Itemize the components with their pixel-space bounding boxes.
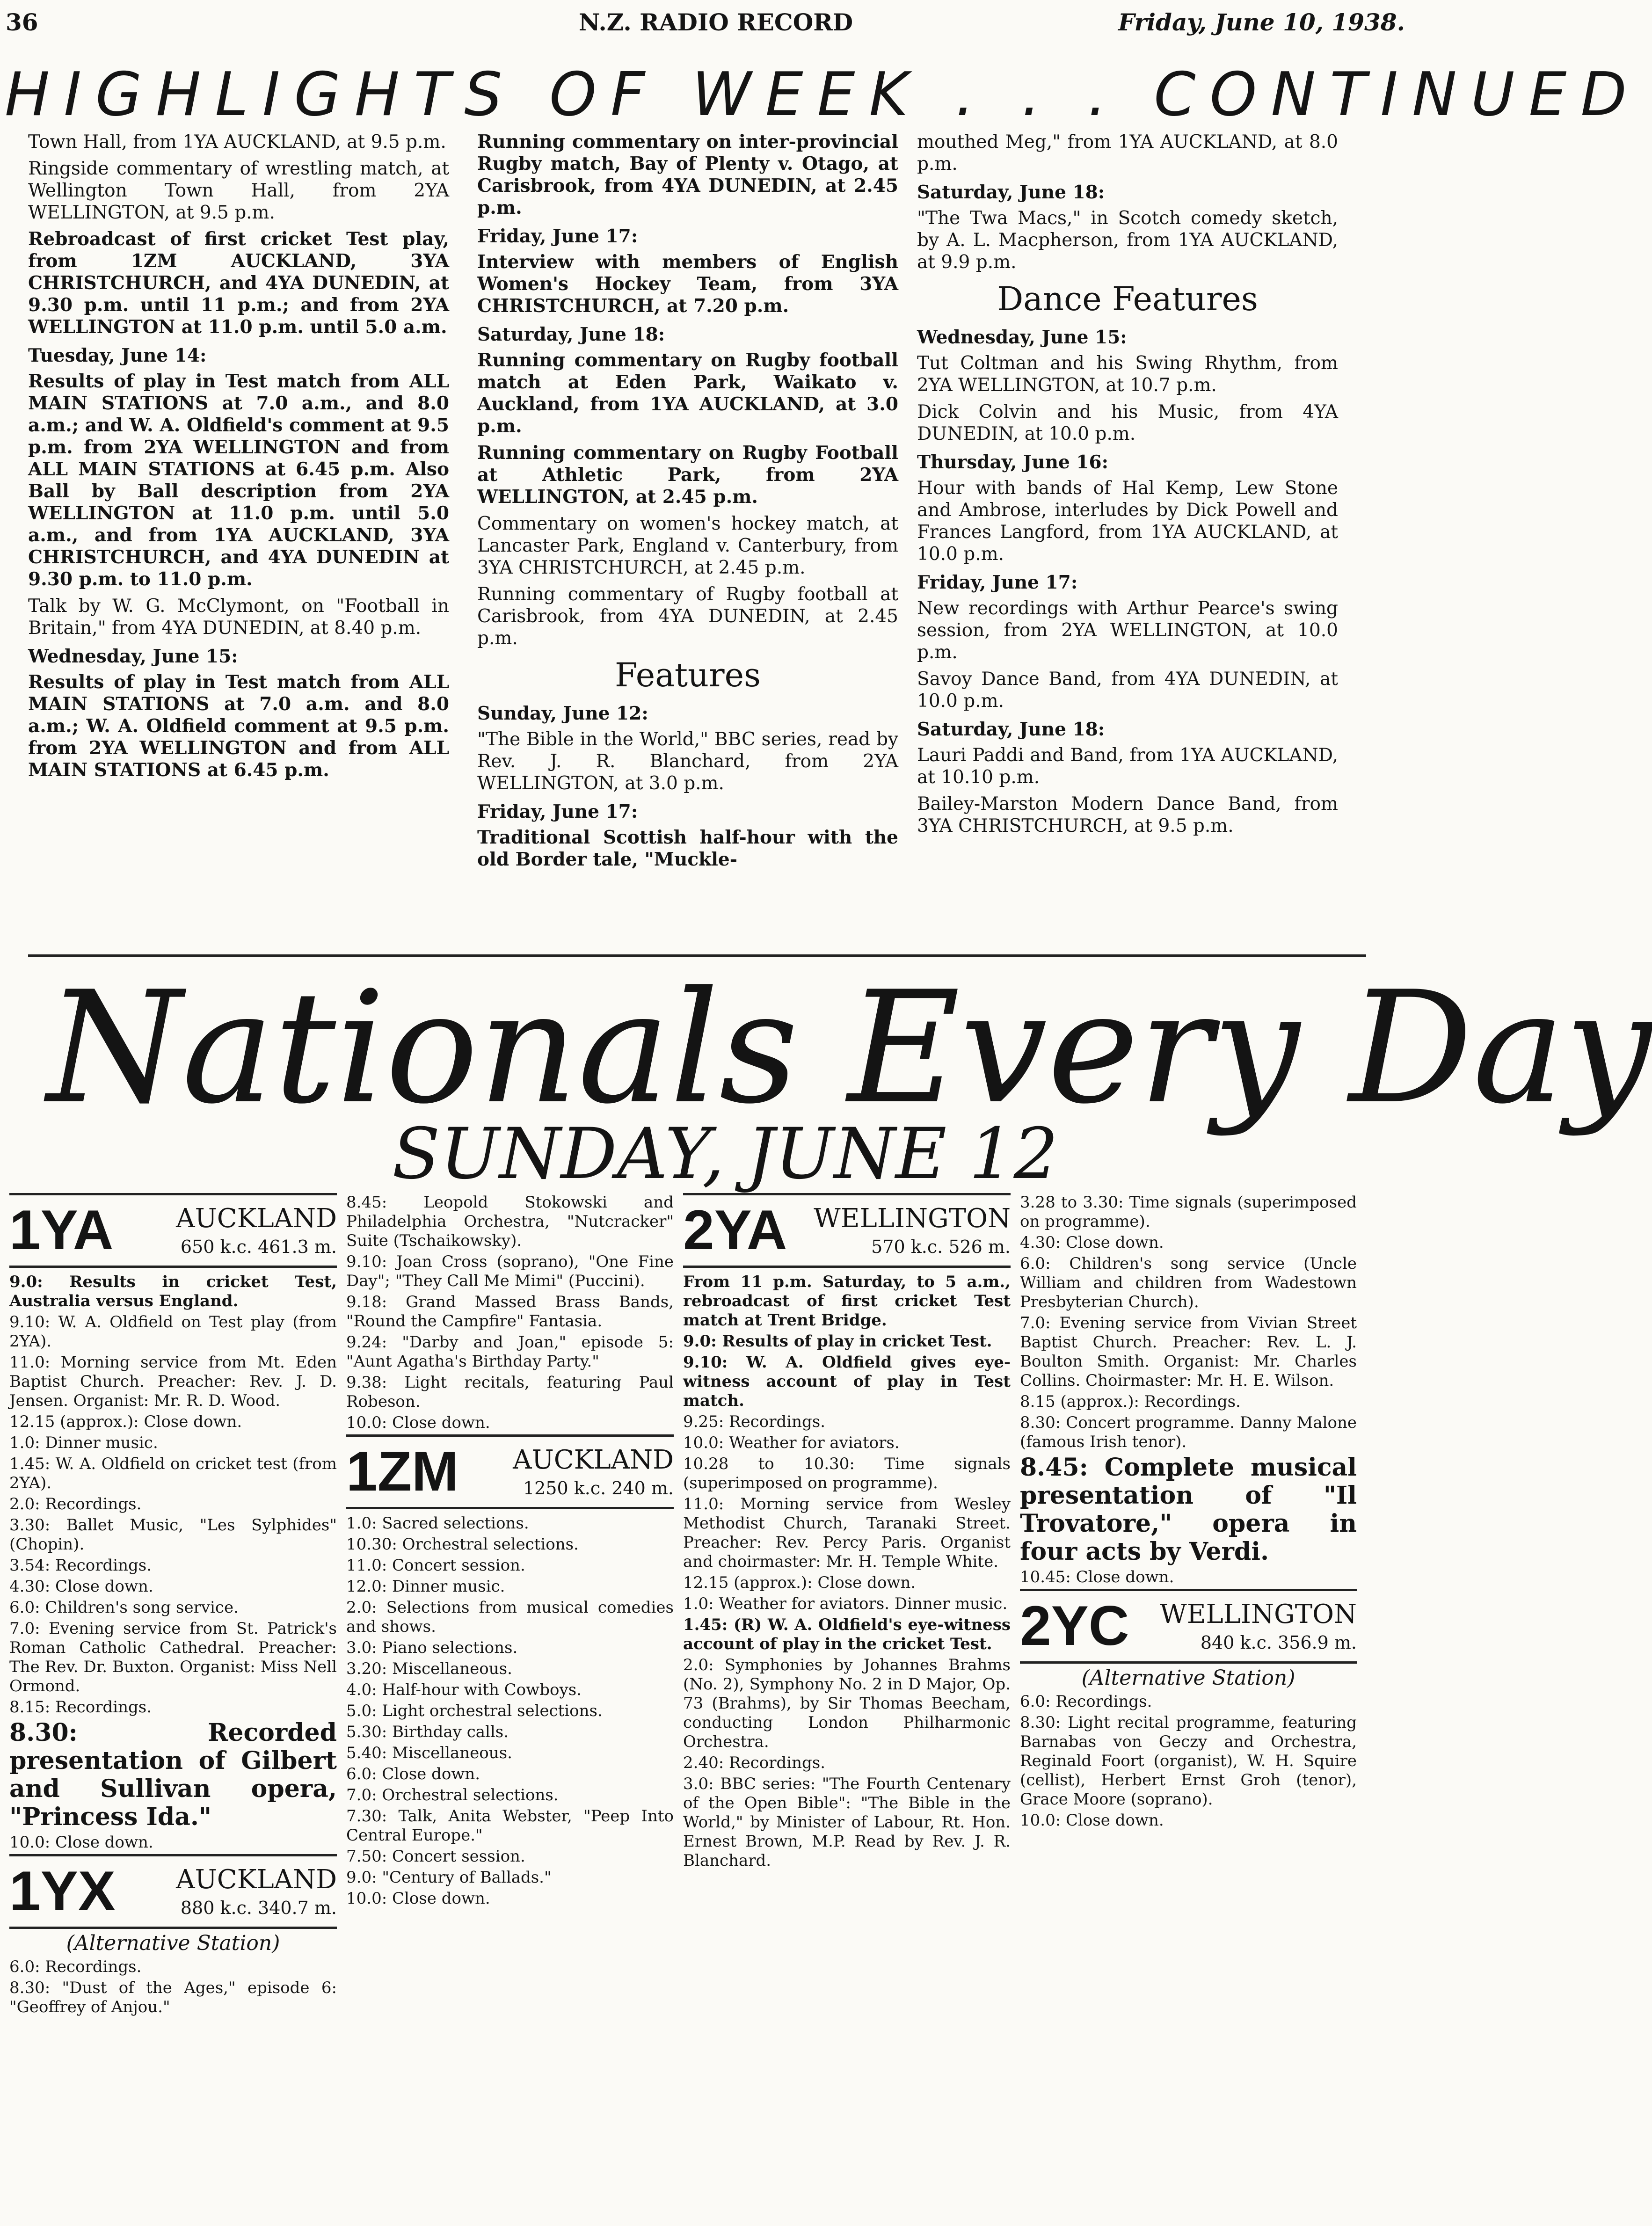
alternative-station-label: (Alternative Station) <box>66 1931 280 1955</box>
programme-item: 8.15 (approx.): Recordings. <box>1020 1392 1241 1411</box>
programme-item: 3.28 to 3.30: Time signals (superimposed on programme). <box>1020 1193 1357 1231</box>
highlights-column-3 <box>917 131 1338 842</box>
highlight-item: Running commentary on Rugby Football at Athletic Park, from 2YA WELLINGTON, at 2.45 p.m. <box>477 442 898 508</box>
programme-item: 6.0: Children's song service (Uncle William and children from Wadestown Presbyterian Church). <box>1020 1254 1357 1311</box>
programme-item: 5.0: Light orchestral selections. <box>346 1702 603 1720</box>
programme-item: 10.45: Close down. <box>1020 1568 1174 1586</box>
highlight-item: Rebroadcast of first cricket Test play, from 1ZM AUCKLAND, 3YA CHRISTCHURCH, and 4YA DUNEDIN, at 9.30 p.m. until 11 p.m.; and from 2YA WELLINGTON at 11.0 p.m. until 5.0 a.m. <box>28 228 449 338</box>
programme-item: 9.18: Grand Massed Brass Bands, "Round the Campfire" Fantasia. <box>346 1293 674 1331</box>
day-heading: Sunday, June 12: <box>477 703 648 724</box>
highlight-item: Savoy Dance Band, from 4YA DUNEDIN, at 10.0 p.m. <box>917 669 1338 712</box>
programme-item: 12.15 (approx.): Close down. <box>683 1573 916 1592</box>
programme-item: 7.30: Talk, Anita Webster, "Peep Into Central Europe." <box>346 1807 674 1845</box>
station-city: WELLINGTON <box>1160 1599 1357 1629</box>
day-heading: Wednesday, June 15: <box>28 646 238 667</box>
programme-item: 2.0: Recordings. <box>9 1495 142 1513</box>
programme-item: 4.0: Half-hour with Cowboys. <box>346 1680 582 1699</box>
issue-date: Friday, June 10, 1938. <box>1118 8 1405 36</box>
dance-features-subheading: Dance Features <box>997 280 1258 318</box>
programme-item: 3.54: Recordings. <box>9 1556 152 1575</box>
programme-item: 4.30: Close down. <box>1020 1233 1164 1252</box>
features-subheading: Features <box>615 656 761 694</box>
programme-item: 5.30: Birthday calls. <box>346 1723 509 1741</box>
highlight-item: "The Twa Macs," in Scotch comedy sketch, by A. L. Macpherson, from 1YA AUCKLAND, at 9.9 p.m. <box>917 208 1338 273</box>
programme-item: 9.25: Recordings. <box>683 1412 826 1431</box>
programme-item: 6.0: Children's song service. <box>9 1598 239 1617</box>
highlight-item: Running commentary on inter-provincial Rugby match, Bay of Plenty v. Otago, at Carisbrook, from 4YA DUNEDIN, at 2.45 p.m. <box>477 131 898 218</box>
programme-item: 2.40: Recordings. <box>683 1753 826 1772</box>
station-callsign: 1YA <box>9 1199 114 1261</box>
day-heading: Saturday, June 18: <box>477 324 665 345</box>
station-frequency: 1250 k.c. 240 m. <box>523 1478 674 1499</box>
programme-item: From 11 p.m. Saturday, to 5 a.m., rebroadcast of first cricket Test match at Trent Bridge. <box>683 1273 1011 1330</box>
programme-item: 1.0: Sacred selections. <box>346 1514 529 1533</box>
programme-item: 4.30: Close down. <box>9 1577 153 1596</box>
day-heading: Saturday, June 18: <box>917 182 1105 203</box>
programme-item: 9.10: W. A. Oldfield on Test play (from 2YA). <box>9 1313 337 1351</box>
publication-name: N.Z. RADIO RECORD <box>578 8 853 36</box>
highlight-item: "The Bible in the World," BBC series, read by Rev. J. R. Blanchard, from 2YA WELLINGTON, at 3.0 p.m. <box>477 729 898 794</box>
programme-item: 12.15 (approx.): Close down. <box>9 1412 242 1431</box>
programme-item: 1.45: (R) W. A. Oldfield's eye-witness account of play in the cricket Test. <box>683 1615 1011 1653</box>
programme-item: 9.24: "Darby and Joan," episode 5: "Aunt Agatha's Birthday Party." <box>346 1333 674 1371</box>
highlights-column-2 <box>477 131 898 875</box>
station-frequency: 570 k.c. 526 m. <box>871 1237 1011 1257</box>
programme-item: 5.40: Miscellaneous. <box>346 1744 512 1762</box>
programme-item: 2.0: Selections from musical comedies and shows. <box>346 1598 674 1636</box>
page-number: 36 <box>6 8 38 36</box>
programme-item: 2.0: Symphonies by Johannes Brahms (No. 2), Symphony No. 2 in D Major, Op. 73 (Brahms), by Sir Thomas Beecham, conducting London Philharmonic Orchestra. <box>683 1656 1011 1751</box>
programme-item: 9.10: Joan Cross (soprano), "One Fine Day"; "They Call Me Mimi" (Puccini). <box>346 1252 674 1290</box>
alternative-station-label: (Alternative Station) <box>1081 1666 1295 1690</box>
highlight-item: Commentary on women's hockey match, at Lancaster Park, England v. Canterbury, from 3YA CHRISTCHURCH, at 2.45 p.m. <box>477 513 898 578</box>
day-heading: Friday, June 17: <box>917 572 1078 593</box>
highlight-item: Town Hall, from 1YA AUCKLAND, at 9.5 p.m. <box>28 131 446 153</box>
nationals-date-heading: SUNDAY, JUNE 12 <box>392 1113 1058 1195</box>
programme-column-3 <box>683 1193 1011 1872</box>
station-header-2yc <box>1020 1589 1357 1664</box>
day-heading: Friday, June 17: <box>477 226 638 247</box>
programme-item: 3.20: Miscellaneous. <box>346 1659 512 1678</box>
day-heading: Thursday, June 16: <box>917 451 1109 473</box>
highlight-item: Dick Colvin and his Music, from 4YA DUNEDIN, at 10.0 p.m. <box>917 401 1338 444</box>
programme-item: 1.0: Weather for aviators. Dinner music. <box>683 1594 1008 1613</box>
highlight-item: New recordings with Arthur Pearce's swing session, from 2YA WELLINGTON, at 10.0 p.m. <box>917 598 1338 663</box>
programme-item: 9.0: "Century of Ballads." <box>346 1868 552 1887</box>
programme-item: 10.0: Weather for aviators. <box>683 1433 900 1452</box>
station-header-2ya <box>683 1193 1011 1268</box>
programme-item: 8.45: Complete musical presentation of "Il Trovatore," opera in four acts by Verdi. <box>1020 1453 1357 1566</box>
programme-item: 10.30: Orchestral selections. <box>346 1535 579 1554</box>
programme-item: 9.0: Results in cricket Test, Australia versus England. <box>9 1273 337 1310</box>
programme-item: 10.0: Close down. <box>346 1413 490 1432</box>
highlight-item: Hour with bands of Hal Kemp, Lew Stone and Ambrose, interludes by Dick Powell and Frances Langford, from 1YA AUCKLAND, at 10.0 p.m. <box>917 478 1338 565</box>
day-heading: Tuesday, June 14: <box>28 345 207 366</box>
programme-item: 8.15: Recordings. <box>9 1698 152 1717</box>
day-heading: Wednesday, June 15: <box>917 327 1127 348</box>
programme-item: 3.30: Ballet Music, "Les Sylphides" (Chopin). <box>9 1516 337 1554</box>
highlight-item: Traditional Scottish half-hour with the old Border tale, "Muckle- <box>477 827 898 870</box>
programme-item: 10.0: Close down. <box>9 1833 153 1852</box>
programme-item: 1.0: Dinner music. <box>9 1433 158 1452</box>
station-city: WELLINGTON <box>814 1203 1011 1234</box>
station-city: AUCKLAND <box>513 1445 674 1475</box>
day-heading: Friday, June 17: <box>477 801 638 822</box>
programme-column-4 <box>1020 1193 1357 1832</box>
programme-item: 7.0: Evening service from St. Patrick's Roman Catholic Cathedral. Preacher: The Rev. Dr. Buxton. Organist: Miss Nell Ormond. <box>9 1619 337 1695</box>
station-frequency: 880 k.c. 340.7 m. <box>180 1898 337 1918</box>
programme-item: 7.50: Concert session. <box>346 1847 525 1866</box>
section-divider <box>28 954 1366 957</box>
programme-item: 8.30: Recorded presentation of Gilbert and Sullivan opera, "Princess Ida." <box>9 1718 337 1831</box>
station-header-1zm <box>346 1434 674 1509</box>
highlight-item: Bailey-Marston Modern Dance Band, from 3YA CHRISTCHURCH, at 9.5 p.m. <box>917 793 1338 837</box>
programme-item: 10.0: Close down. <box>1020 1811 1164 1830</box>
programme-item: 9.38: Light recitals, featuring Paul Robeson. <box>346 1373 674 1411</box>
programme-item: 10.28 to 10.30: Time signals (superimposed on programme). <box>683 1455 1011 1492</box>
station-frequency: 650 k.c. 461.3 m. <box>180 1237 337 1257</box>
highlight-item: Running commentary on Rugby football match at Eden Park, Waikato v. Auckland, from 1YA AUCKLAND, at 3.0 p.m. <box>477 349 898 437</box>
highlight-item: Running commentary of Rugby football at Carisbrook, from 4YA DUNEDIN, at 2.45 p.m. <box>477 584 898 649</box>
programme-item: 8.45: Leopold Stokowski and Philadelphia Orchestra, "Nutcracker" Suite (Tschaikowsky). <box>346 1193 674 1250</box>
programme-item: 9.0: Results of play in cricket Test. <box>683 1332 992 1351</box>
programme-item: 6.0: Close down. <box>346 1765 480 1783</box>
programme-item: 12.0: Dinner music. <box>346 1577 505 1596</box>
highlight-item: Ringside commentary of wrestling match, at Wellington Town Hall, from 2YA WELLINGTON, at 9.5 p.m. <box>28 158 449 223</box>
highlight-item: Results of play in Test match from ALL MAIN STATIONS at 7.0 a.m. and 8.0 a.m.; W. A. Oldfield comment at 9.5 p.m. from 2YA WELLINGTON and from ALL MAIN STATIONS at 6.45 p.m. <box>28 671 449 781</box>
programme-column-1 <box>9 1193 337 2019</box>
station-header-1ya <box>9 1193 337 1268</box>
station-header-1yx <box>9 1854 337 1929</box>
programme-item: 11.0: Morning service from Mt. Eden Baptist Church. Preacher: Rev. J. D. Jensen. Organist: Mr. R. D. Wood. <box>9 1353 337 1410</box>
programme-item: 3.0: Piano selections. <box>346 1638 518 1657</box>
highlight-item: Results of play in Test match from ALL MAIN STATIONS at 7.0 a.m., and 8.0 a.m.; and W. A. Oldfield's comment at 9.5 p.m. from 2YA WELLINGTON and from ALL MAIN STATIONS at 6.45 p.m. Also Ball by Ball description from 2YA WELLINGTON at 11.0 p.m. until 5.0 a.m., and from 1YA AUCKLAND, 3YA CHRISTCHURCH, and 4YA DUNEDIN at 9.30 p.m. to 11.0 p.m. <box>28 371 449 590</box>
programme-column-2 <box>346 1193 674 1910</box>
highlights-title: HIGHLIGHTS OF WEEK . . . CONTINUED <box>5 60 1641 130</box>
station-city: AUCKLAND <box>176 1203 337 1234</box>
day-heading: Saturday, June 18: <box>917 719 1105 740</box>
station-callsign: 2YA <box>683 1199 787 1261</box>
programme-item: 11.0: Morning service from Wesley Methodist Church, Taranaki Street. Preacher: Rev. Percy Paris. Organist and choirmaster: Mr. H. Temple White. <box>683 1495 1011 1571</box>
programme-item: 10.0: Close down. <box>346 1889 490 1908</box>
station-city: AUCKLAND <box>176 1864 337 1895</box>
programme-item: 7.0: Orchestral selections. <box>346 1786 559 1804</box>
station-callsign: 1YX <box>9 1860 116 1922</box>
programme-item: 3.0: BBC series: "The Fourth Centenary of the Open Bible": "The Bible in the World," by Minister of Labour, Rt. Hon. Ernest Brown, M.P. Read by Rev. J. R. Blanchard. <box>683 1775 1011 1870</box>
programme-item: 7.0: Evening service from Vivian Street Baptist Church. Preacher: Rev. L. J. Boulton Smith. Organist: Mr. Charles Collins. Choirmaster: Mr. H. E. Wilson. <box>1020 1314 1357 1390</box>
station-frequency: 840 k.c. 356.9 m. <box>1200 1632 1357 1653</box>
station-callsign: 2YC <box>1020 1594 1129 1657</box>
highlight-item: Lauri Paddi and Band, from 1YA AUCKLAND, at 10.10 p.m. <box>917 745 1338 788</box>
programme-item: 9.10: W. A. Oldfield gives eye-witness account of play in Test match. <box>683 1353 1011 1410</box>
programme-item: 8.30: "Dust of the Ages," episode 6: "Geoffrey of Anjou." <box>9 1979 337 2016</box>
programme-item: 8.30: Light recital programme, featuring Barnabas von Geczy and Orchestra, Reginald Foort (organist), W. H. Squire (cellist), Herbert Ernst Groh (tenor), Grace Moore (soprano). <box>1020 1713 1357 1809</box>
highlight-item: mouthed Meg," from 1YA AUCKLAND, at 8.0 p.m. <box>917 131 1338 175</box>
programme-item: 1.45: W. A. Oldfield on cricket test (from 2YA). <box>9 1455 337 1492</box>
station-callsign: 1ZM <box>346 1440 458 1503</box>
highlights-column-1 <box>28 131 449 786</box>
programme-item: 6.0: Recordings. <box>9 1957 142 1976</box>
highlight-item: Talk by W. G. McClymont, on "Football in Britain," from 4YA DUNEDIN, at 8.40 p.m. <box>28 596 449 639</box>
highlight-item: Tut Coltman and his Swing Rhythm, from 2YA WELLINGTON, at 10.7 p.m. <box>917 353 1338 396</box>
highlight-item: Interview with members of English Women's Hockey Team, from 3YA CHRISTCHURCH, at 7.20 p.m. <box>477 251 898 317</box>
nationals-banner-title: Nationals Every Day <box>47 958 1652 1138</box>
programme-item: 6.0: Recordings. <box>1020 1692 1152 1711</box>
programme-item: 8.30: Concert programme. Danny Malone (famous Irish tenor). <box>1020 1413 1357 1451</box>
programme-item: 11.0: Concert session. <box>346 1556 525 1575</box>
